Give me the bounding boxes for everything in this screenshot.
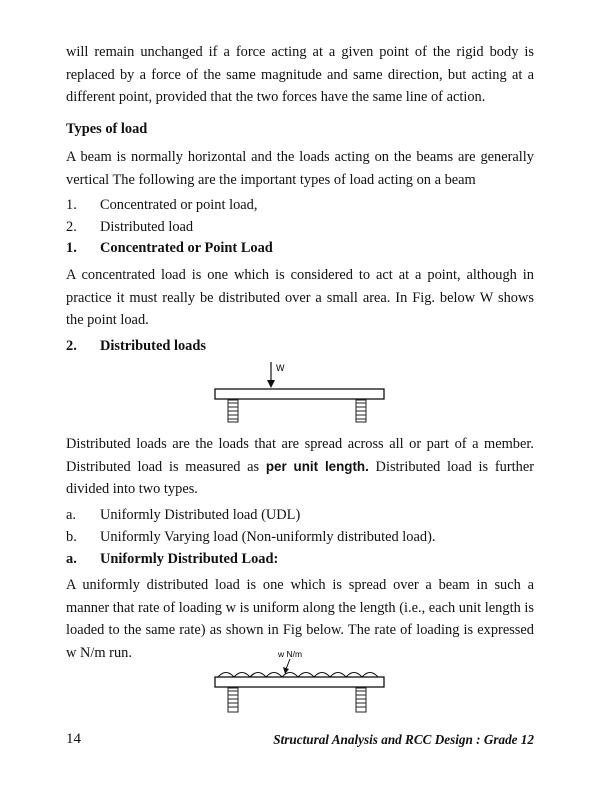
subheading-number: 2. — [66, 338, 77, 354]
right-support — [356, 688, 366, 712]
intro-paragraph: will remain unchanged if a force acting at a given point of the rigid body is replaced by a force of the same magnitude and same direction, but acting at a different point, provided that the two forces have the same line of action. — [66, 44, 534, 105]
distributed-paragraph — [66, 433, 534, 501]
point-load-figure — [210, 358, 390, 428]
list-text: Concentrated or point load, — [100, 197, 258, 213]
beam — [215, 677, 384, 687]
list-number: 2. — [66, 219, 77, 235]
udl-paragraph: A uniformly distributed load is one which is spread over a beam in such a manner that rate of loading w is uniform along the length (i.e., each unit length is loaded to the same rate) as shown in Fig below. The rate of loading is expressed w N/m run. — [66, 577, 534, 661]
right-support — [356, 400, 366, 422]
subheading-number: 1. — [66, 240, 77, 256]
udl-figure — [210, 644, 390, 716]
list-number: a. — [66, 507, 76, 523]
subheading-text: Uniformly Distributed Load: — [100, 551, 279, 567]
distributed-text-part: Distributed loads are the loads that are spread across all or part of a member. Distributed load is measured as — [66, 436, 534, 475]
load-arrow-head — [267, 380, 275, 388]
udl-label: w N/m — [278, 649, 303, 659]
page-number: 14 — [66, 731, 81, 747]
list-number: 1. — [66, 197, 77, 213]
running-footer-title: Structural Analysis and RCC Design : Grade 12 — [273, 732, 534, 747]
list-text: Distributed load — [100, 219, 194, 235]
udl-load-curve — [218, 673, 378, 678]
types-paragraph: A beam is normally horizontal and the loads acting on the beams are generally vertical The following are the important types of load acting on a beam — [66, 149, 534, 188]
point-load-paragraph: A concentrated load is one which is considered to act at a point, although in practice it must really be distributed over a small area. In Fig. below W shows the point load. — [66, 267, 534, 328]
list-text: Uniformly Varying load (Non-uniformly distributed load). — [100, 529, 436, 545]
section-heading-types-of-load: Types of load — [66, 121, 148, 137]
subheading-text: Distributed loads — [100, 338, 206, 354]
distributed-bold-text: per unit length. — [265, 458, 369, 474]
beam — [215, 389, 384, 399]
udl-pointer-shaft — [286, 659, 290, 669]
subheading-number: a. — [66, 551, 77, 567]
distributed-text-part: Distributed load is further divided into two types. — [66, 458, 534, 497]
subheading-text: Concentrated or Point Load — [100, 240, 273, 256]
list-text: Uniformly Distributed load (UDL) — [100, 507, 301, 523]
left-support — [228, 688, 238, 712]
left-support — [228, 400, 238, 422]
list-number: b. — [66, 529, 77, 545]
document-page — [66, 0, 534, 800]
point-load-label: W — [276, 363, 285, 373]
